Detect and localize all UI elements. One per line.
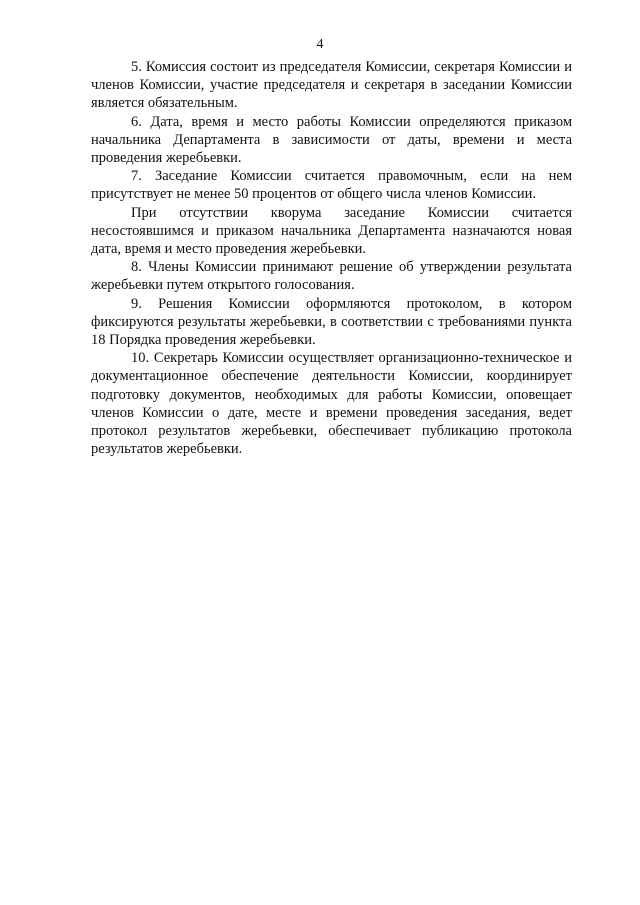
paragraph-item-5: 5. Комиссия состоит из председателя Комиссии, секретаря Комиссии и членов Комиссии, участие председателя и секретаря в заседании Комиссии является обязательным. (91, 59, 572, 112)
paragraph-item-7: 7. Заседание Комиссии считается правомочным, если на нем присутствует не менее 50 процентов от общего числа членов Комиссии. (91, 168, 572, 203)
paragraph-item-6: 6. Дата, время и место работы Комиссии определяются приказом начальника Департамента в зависимости от даты, времени и места проведения жеребьевки. (91, 113, 572, 167)
paragraph-item-9: 9. Решения Комиссии оформляются протоколом, в котором фиксируются результаты жеребьевки, в соответствии с требованиями пункта 18 Порядка проведения жеребьевки. (91, 295, 572, 349)
paragraph-item-8: 8. Члены Комиссии принимают решение об утверждении результата жеребьевки путем открытого голосования. (91, 259, 572, 294)
page-number: 4 (316, 37, 324, 52)
document-body (91, 58, 572, 458)
paragraph-quorum: При отсутствии кворума заседание Комиссии считается несостоявшимся и приказом начальника Департамента назначаются новая дата, время и место проведения жеребьевки. (91, 204, 572, 258)
paragraph-item-10: 10. Секретарь Комиссии осуществляет организационно-техническое и документационное обеспечение деятельности Комиссии, координирует подготовку документов, необходимых для работы Комиссии, оповещает членов Комиссии о дате, месте и времени проведения заседания, ведет протокол результатов жеребьевки, обеспечивает публикацию протокола результатов жеребьевки. (91, 350, 572, 458)
